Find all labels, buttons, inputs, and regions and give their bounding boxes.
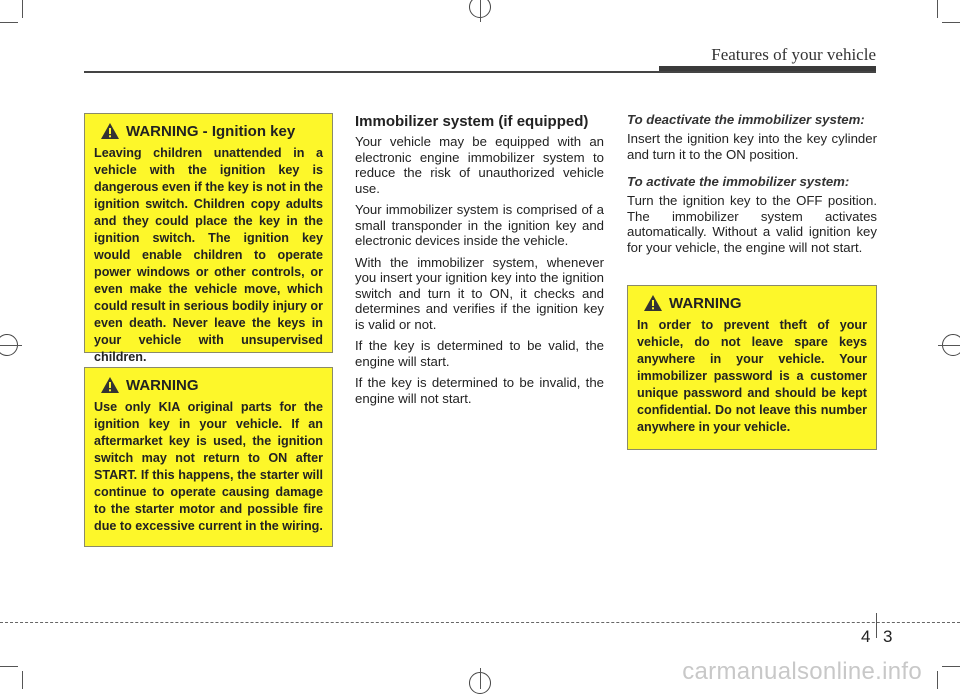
- crop-mark: [480, 0, 481, 22]
- warning-title: WARNING: [669, 294, 742, 312]
- warning-title: WARNING: [126, 376, 199, 394]
- footer-rule: [0, 622, 960, 623]
- crop-mark: [0, 345, 22, 346]
- warning-box-ignition-key: [84, 113, 333, 364]
- crop-mark: [942, 666, 960, 667]
- crop-mark: [937, 0, 938, 18]
- immobilizer-instructions: [627, 112, 877, 261]
- paragraph: If the key is determined to be valid, the engine will start.: [355, 338, 604, 369]
- warning-box-immobilizer-password: [627, 285, 877, 450]
- warning-header: [100, 122, 323, 140]
- activate-text: Turn the ignition key to the OFF position. The immobilizer system activates automatically. Without a valid ignition key for your vehicle, the engine will not start.: [627, 193, 877, 255]
- warning-triangle-icon: [643, 294, 663, 312]
- crop-mark: [0, 666, 18, 667]
- warning-subtitle: - Ignition key: [198, 122, 296, 140]
- immobilizer-section: [355, 113, 604, 412]
- crop-mark: [937, 671, 938, 689]
- page-number-separator: [876, 613, 877, 638]
- watermark: carmanualsonline.info: [682, 658, 922, 685]
- deactivate-title: To deactivate the immobilizer system:: [627, 112, 865, 127]
- crop-mark: [480, 668, 481, 689]
- warning-body: Use only KIA original parts for the ignition key in your vehicle. If an aftermarket key is used, the ignition switch may not return to ON after START. If this happens, the starter will continue to operate causing damage to the starter motor and possible fire due to excessive current in the wiring.: [94, 400, 323, 533]
- warning-header: [100, 376, 323, 394]
- paragraph: Your immobilizer system is comprised of a small transponder in the ignition key and electronic devices inside the vehicle.: [355, 202, 604, 248]
- warning-triangle-icon: [100, 376, 120, 394]
- crop-mark: [938, 345, 960, 346]
- warning-header: [643, 294, 867, 312]
- page-number: 3: [883, 627, 893, 646]
- paragraph: If the key is determined to be invalid, the engine will not start.: [355, 375, 604, 406]
- warning-triangle-icon: [100, 122, 120, 140]
- crop-mark: [942, 22, 960, 23]
- paragraph: With the immobilizer system, whenever you insert your ignition key into the ignition switch and turn it to ON, it checks and determines and verifies if the ignition key is valid or not.: [355, 254, 604, 332]
- crop-mark: [0, 22, 18, 23]
- warning-body: Leaving children unattended in a vehicle with the ignition key is dangerous even if the key is not in the ignition switch. Children copy adults and they could place the key in the ignition switch. The ignition key would enable children to operate power windows or other controls, or even make the vehicle move, which could result in serious bodily injury or even death. Never leave the keys in your vehicle with unsupervised children.: [94, 146, 323, 364]
- warning-title: WARNING: [126, 122, 199, 140]
- section-title: Immobilizer system (if equipped): [355, 113, 589, 130]
- paragraph: Your vehicle may be equipped with an electronic engine immobilizer system to reduce the risk of unauthorized vehicle use.: [355, 134, 604, 196]
- activate-title: To activate the immobilizer system:: [627, 174, 850, 189]
- warning-body: In order to prevent theft of your vehicle, do not leave spare keys anywhere in your vehicle. Your immobilizer password is a customer unique password and should be kept confidential. Do not leave this number anywhere in your vehicle.: [637, 318, 867, 434]
- chapter-number: 4: [861, 627, 871, 646]
- crop-mark: [22, 0, 23, 18]
- deactivate-text: Insert the ignition key into the key cylinder and turn it to the ON position.: [627, 131, 877, 162]
- warning-box-original-parts: [84, 367, 333, 547]
- header-title: Features of your vehicle: [711, 45, 876, 64]
- header-rule: [84, 71, 876, 73]
- crop-mark: [22, 671, 23, 689]
